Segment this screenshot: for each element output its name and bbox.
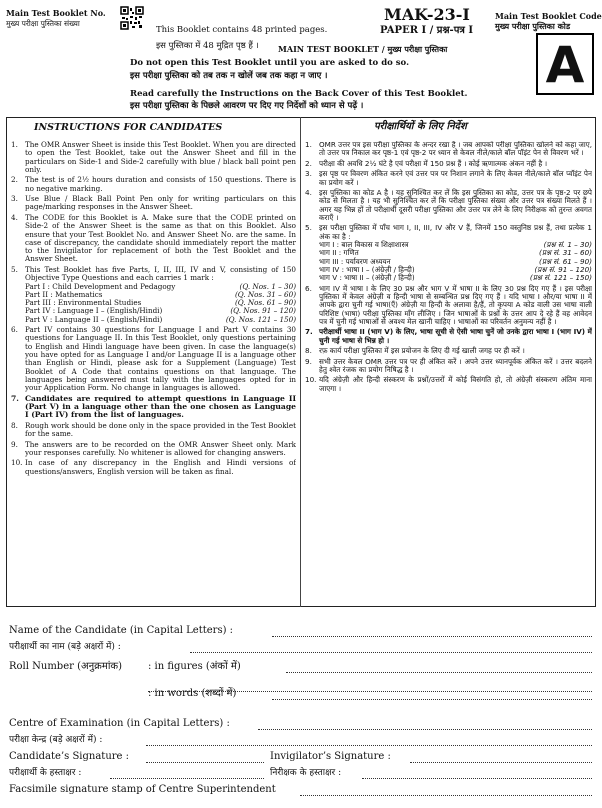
instruction-en-4: 4. The CODE for this Booklet is A. Make sure that the CODE printed on Side-2 of the Answer Sheet is the same as that on this Booklet. Also ensure that your Test Booklet No. and Answer Sheet No. are the same. In case of discrepancy, the candidate should immediately report the matter to the Invigilator for replacement of both the Test Booklet and the Answer Sheet. — [11, 212, 296, 264]
facsimile-field[interactable] — [300, 795, 592, 796]
roll-in-figures-label: : in figures (अंकों में) — [148, 661, 241, 672]
instruction-en-2: 2. The test is of 2½ hours duration and consists of 150 questions. There is no negative marking. — [11, 175, 296, 193]
booklet-no-label: Main Test Booklet No. — [6, 8, 106, 18]
roll-words-field[interactable] — [272, 699, 592, 700]
parts-table-hi — [319, 241, 592, 282]
part-row: Part V : Language II – (English/Hindi) (Q. Nos. 121 – 150) — [25, 314, 296, 324]
instruction-hi-2: 2. परीक्षा की अवधि 2½ घंटे है एवं परीक्षा में 150 प्रश्न हैं । कोई ऋणात्मक अंकन नहीं है । — [305, 158, 548, 168]
part-row: भाग II : गणित (प्रश्न सं. 31 – 60) — [319, 248, 592, 258]
instruction-en-10: 10. In case of any discrepancy in the English and Hindi versions of questions/answers, English version will be taken as final. — [11, 458, 296, 476]
roll-figures-field[interactable] — [286, 672, 592, 673]
instructions-title-hi: परीक्षार्थियों के लिए निर्देश — [374, 121, 467, 132]
centre-label: Centre of Examination (in Capital Letters) : — [9, 718, 230, 729]
read-carefully-notice-hi: इस परीक्षा पुस्तिका के पिछले आवरण पर दिए गए निर्देशों को ध्यान से पढ़ें । — [130, 101, 364, 111]
parts-table-en — [25, 283, 296, 324]
instruction-en-3: 3. Use Blue / Black Ball Point Pen only for writing particulars on this page/marking responses in the Answer Sheet. — [11, 194, 296, 212]
instruction-hi-1: 1. OMR उत्तर पत्र इस परीक्षा पुस्तिका के अन्दर रखा है । जब आपको परीक्षा पुस्तिका खोलने को कहा जाए, तो उत्तर पत्र निकाल कर पृष्ठ-1 एवं पृष्ठ-2 पर ध्यान से केवल नीले/काले बॉल पॉइंट पेन से विवरण भरें । — [305, 141, 592, 158]
centre-label-hi: परीक्षा केन्द्र (बड़े अक्षरों में) : — [9, 735, 103, 745]
main-booklet-label: MAIN TEST BOOKLET / मुख्य परीक्षा पुस्तिका — [278, 44, 448, 54]
part-row: भाग IV : भाषा I – (अंग्रेज़ी / हिन्दी) (प्रश्न सं. 91 – 120) — [319, 264, 592, 274]
candidate-signature-field[interactable] — [146, 762, 264, 763]
part-row: भाग I : बाल विकास व शिक्षाशास्त्र (प्रश्न सं. 1 – 30) — [319, 240, 592, 250]
instructions-column-hi — [305, 141, 592, 603]
do-not-open-notice: Do not open this Test Booklet until you are asked to do so. — [130, 58, 410, 68]
printed-pages-hi: इस पुस्तिका में 48 मुद्रित पृष्ठ हैं । — [156, 41, 259, 51]
instructions-column-en — [11, 141, 296, 603]
part-row: Part III : Environmental Studies (Q. Nos. 61 – 90) — [25, 298, 296, 308]
instruction-en-5: 5. This Test Booklet has five Parts, I, II, III, IV and V, consisting of 150 Objective Type Questions and each carries 1 mark : Part I : Child Development and Pedagogy (Q. Nos. 1 – 30) Part II : Mathematics (Q. Nos. 31 – 60) Part III : Environmental Studies (Q. Nos. 61 – 90) Part IV : Language I – (English/Hindi) (Q. Nos. 91 – 120) Part V : Language II – (English/Hindi) (Q. Nos. 121 – 150) — [11, 264, 296, 324]
instruction-hi-9: 9. सभी उत्तर केवल OMR उत्तर पत्र पर ही अंकित करें । अपने उत्तर ध्यानपूर्वक अंकित करें । उत्तर बदलने हेतु श्वेत रंजक का प्रयोग निषिद्ध है । — [305, 356, 592, 374]
facsimile-label: Facsimile signature stamp of Centre Superintendent — [9, 784, 276, 795]
centre-field[interactable] — [258, 729, 592, 730]
candidate-name-field-2[interactable] — [190, 652, 592, 653]
paper-label: PAPER I / प्रश्न-पत्र I — [380, 25, 474, 36]
invigilator-signature-field-2[interactable] — [362, 778, 592, 779]
instruction-en-1: 1. The OMR Answer Sheet is inside this Test Booklet. When you are directed to open the Test Booklet, take out the Answer Sheet and fill in the particulars on Side-1 and Side-2 carefully with blue / black ball point pen only. — [11, 141, 296, 174]
instruction-en-7: 7. Candidates are required to attempt questions in Language II (Part V) in a language other than the one chosen as Language I (Part IV) from the list of languages. — [11, 393, 296, 420]
part-row: Part II : Mathematics (Q. Nos. 31 – 60) — [25, 289, 296, 299]
booklet-code-label-hi: मुख्य परीक्षा पुस्तिका कोड — [495, 21, 571, 31]
roll-in-words-label: : in words (शब्दों में) — [148, 688, 237, 699]
invigilator-signature-field[interactable] — [410, 762, 592, 763]
booklet-code-letter: A — [536, 33, 594, 95]
part-row: Part I : Child Development and Pedagogy (Q. Nos. 1 – 30) — [25, 281, 296, 291]
instruction-hi-8: 8. रफ़ कार्य परीक्षा पुस्तिका में इस प्रयोजन के लिए दी गई खाली जगह पर ही करें । — [305, 346, 525, 356]
booklet-code-label: Main Test Booklet Code — [495, 11, 602, 21]
invigilator-signature-label: Invigilator’s Signature : — [270, 751, 391, 762]
instruction-en-9: 9. The answers are to be recorded on the OMR Answer Sheet only. Mark your responses carefully. No whitener is allowed for changing answers. — [11, 439, 296, 457]
do-not-open-notice-hi: इस परीक्षा पुस्तिका को तब तक न खोलें जब तक कहा न जाए । — [130, 71, 328, 81]
booklet-no-label-hi: मुख्य परीक्षा पुस्तिका संख्या — [6, 19, 80, 28]
printed-pages: This Booklet contains 48 printed pages. — [156, 25, 328, 35]
instruction-hi-3: 3. इस पृष्ठ पर विवरण अंकित करने एवं उत्तर पत्र पर निशान लगाने के लिए केवल नीले/काले बॉल प्वॉइंट पेन का प्रयोग करें । — [305, 169, 592, 187]
instruction-hi-7: 7. परीक्षार्थी भाषा II (भाग V) के लिए, भाषा सूची से ऐसी भाषा चुनें जो उनके द्वारा भाषा I (भाग IV) में चुनी गई भाषा से भिन्न हो । — [305, 327, 592, 345]
instruction-en-8: 8. Rough work should be done only in the space provided in the Test Booklet for the same. — [11, 420, 296, 439]
candidate-name-field[interactable] — [272, 636, 592, 637]
instruction-en-6: 6. Part IV contains 30 questions for Language I and Part V contains 30 questions for Language II. In this Test Booklet, only questions pertaining to English and Hindi language have been given. In case the language(s) you have opted for as Language I and/or Language II is a language other than English or Hindi, please ask for a Supplement (Language) Test Booklet of A Code that contains questions on that language. The languages being answered must tally with the languages opted for in your Application Form. No change in languages is allowed. — [11, 325, 296, 393]
part-row: भाग V : भाषा II – (अंग्रेज़ी / हिन्दी) (प्रश्न सं. 121 – 150) — [319, 273, 592, 283]
candidate-signature-field-2[interactable] — [110, 778, 264, 779]
candidate-signature-label: Candidate’s Signature : — [9, 751, 129, 762]
read-carefully-notice: Read carefully the Instructions on the Back Cover of this Test Booklet. — [130, 89, 468, 99]
instruction-hi-10: 10. यदि अंग्रेज़ी और हिन्दी संस्करण के प्रश्नों/उत्तरों में कोई विसंगति हो, तो अंग्रेज़ी संस्करण अंतिम माना जाएगा । — [305, 375, 592, 393]
instruction-hi-4: 4. इस पुस्तिका का कोड A है । यह सुनिश्चित कर लें कि इस पुस्तिका का कोड, उत्तर पत्र के पृष्ठ-2 पर छपे कोड से मिलता है । यह भी सुनिश्चित कर लें कि परीक्षा पुस्तिका संख्या और उत्तर पत्र संख्या मिलते हैं । अगर यह भिन्न हों तो परीक्षार्थी दूसरी परीक्षा पुस्तिका और उत्तर पत्र लेने के लिए निरीक्षक को तुरन्त अवगत कराएँ । — [305, 188, 592, 222]
part-row: Part IV : Language I – (English/Hindi) (Q. Nos. 91 – 120) — [25, 306, 296, 316]
instruction-hi-6: 6. भाग IV में भाषा I के लिए 30 प्रश्न और भाग V में भाषा II के लिए 30 प्रश्न दिए गए हैं । इस परीक्षा पुस्तिका में केवल अंग्रेज़ी व हिन्दी भाषा से सम्बन्धित प्रश्न दिए गए हैं । यदि भाषा I और/या भाषा II में आपके द्वारा चुनी गई भाषा(एँ) अंग्रेज़ी या हिन्दी के अलावा है/हैं, तो कृपया A कोड वाली उस भाषा वाली परिशिष्ट (भाषा) परीक्षा पुस्तिका माँग लीजिए । जिन भाषाओं के प्रश्नों के उत्तर आप दे रहे हैं वह आवेदन पत्र में चुनी गई भाषाओं से अवश्य मेल खानी चाहिए । भाषाओं का परिवर्तन अनुमन्य नहीं है । — [305, 283, 592, 326]
qr-code-icon — [120, 6, 144, 30]
candidate-signature-label-hi: परीक्षार्थी के हस्ताक्षर : — [9, 768, 82, 778]
candidate-name-label-hi: परीक्षार्थी का नाम (बड़े अक्षरों में) : — [9, 642, 121, 652]
part-row: भाग III : पर्यावरण अध्ययन (प्रश्न सं. 61 – 90) — [319, 256, 592, 266]
candidate-name-label: Name of the Candidate (in Capital Letters) : — [9, 625, 234, 636]
roll-number-label: Roll Number (अनुक्रमांक) — [9, 661, 122, 672]
booklet-series-code: MAK-23-I — [384, 5, 470, 24]
column-divider — [300, 117, 301, 607]
centre-field-2[interactable] — [146, 745, 592, 746]
instruction-hi-5: 5. इस परीक्षा पुस्तिका में पाँच भाग I, II, III, IV और V हैं, जिनमें 150 वस्तुनिष्ठ प्रश्न हैं, तथा प्रत्येक 1 अंक का है : भाग I : बाल विकास व शिक्षाशास्त्र (प्रश्न सं. 1 – 30) भाग II : गणित (प्रश्न सं. 31 – 60) भाग III : पर्यावरण अध्ययन (प्रश्न सं. 61 – 90) भाग IV : भाषा I – (अंग्रेज़ी / हिन्दी) (प्रश्न सं. 91 – 120) भाग V : भाषा II – (अंग्रेज़ी / हिन्दी) (प्रश्न सं. 121 – 150) — [305, 223, 592, 283]
instructions-title-en: INSTRUCTIONS FOR CANDIDATES — [34, 122, 223, 133]
invigilator-signature-label-hi: निरीक्षक के हस्ताक्षर : — [270, 768, 342, 778]
